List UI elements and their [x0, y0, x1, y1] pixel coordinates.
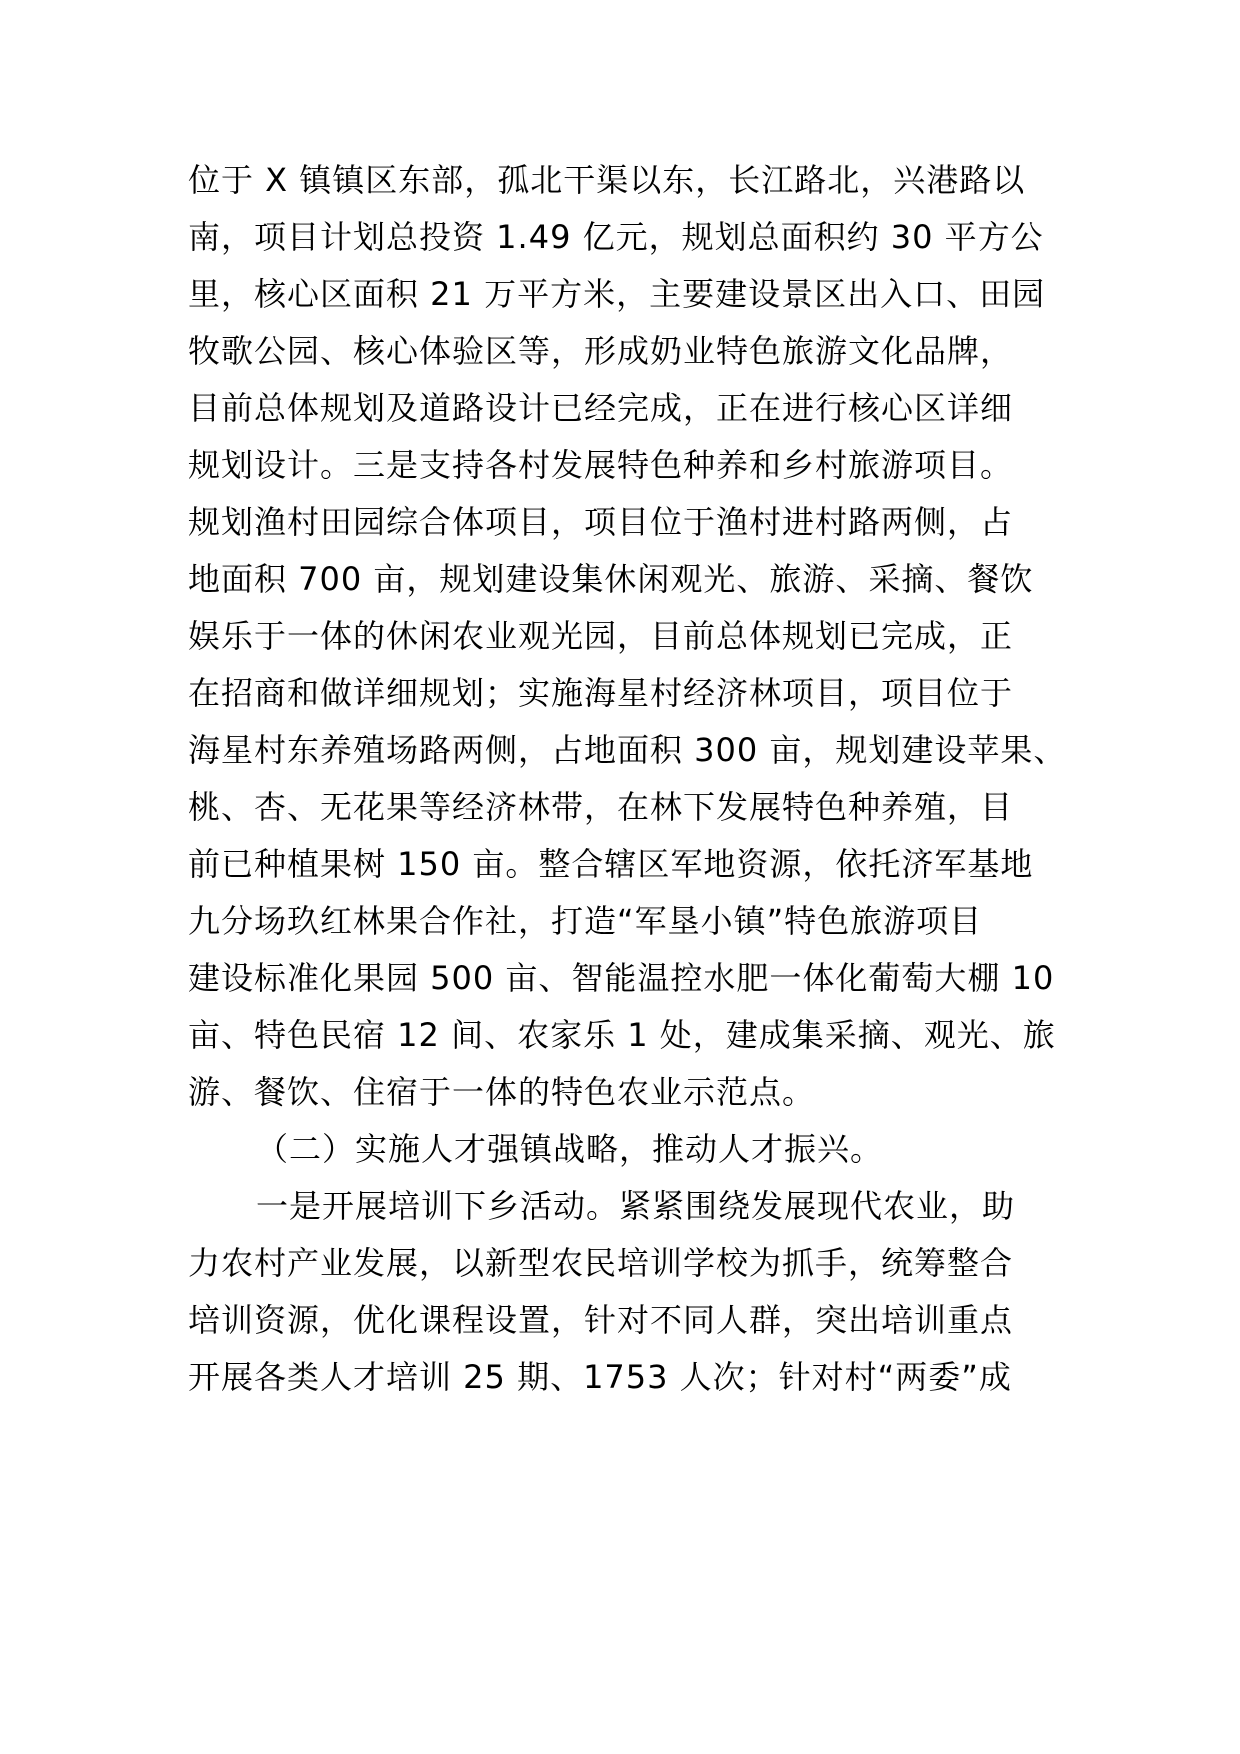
paragraph-line: 规划渔村田园综合体项目，项目位于渔村进村路两侧，占 [188, 503, 1014, 541]
paragraph-line: 九分场玖红林果合作社，打造“军垦小镇”特色旅游项目 [188, 902, 983, 940]
paragraph-line: 桃、杏、无花果等经济林带，在林下发展特色种养殖，目 [188, 788, 1014, 826]
paragraph-line: 地面积 700 亩，规划建设集休闲观光、旅游、采摘、餐饮 [188, 560, 1034, 598]
paragraph-line: 在招商和做详细规划；实施海星村经济林项目，项目位于 [188, 674, 1014, 712]
paragraph-line: 里，核心区面积 21 万平方米，主要建设景区出入口、田园 [188, 275, 1046, 313]
paragraph-line: 目前总体规划及道路设计已经完成，正在进行核心区详细 [188, 389, 1014, 427]
paragraph-line: 一是开展培训下乡活动。紧紧围绕发展现代农业，助 [256, 1187, 1016, 1225]
paragraph-line: 亩、特色民宿 12 间、农家乐 1 处，建成集采摘、观光、旅 [188, 1016, 1056, 1054]
paragraph-line: 开展各类人才培训 25 期、1753 人次；针对村“两委”成 [188, 1358, 1012, 1396]
paragraph-line: 海星村东养殖场路两侧，占地面积 300 亩，规划建设苹果、 [188, 731, 1067, 769]
paragraph-line: 娱乐于一体的休闲农业观光园，目前总体规划已完成，正 [188, 617, 1014, 655]
paragraph-line: 位于 X 镇镇区东部，孤北干渠以东，长江路北，兴港路以 [188, 161, 1026, 199]
paragraph-line: 规划设计。三是支持各村发展特色种养和乡村旅游项目。 [188, 446, 1014, 484]
paragraph-line: 建设标准化果园 500 亩、智能温控水肥一体化葡萄大棚 10 [188, 959, 1055, 997]
paragraph-line: 南，项目计划总投资 1.49 亿元，规划总面积约 30 平方公 [188, 218, 1044, 256]
paragraph-line: 游、餐饮、住宿于一体的特色农业示范点。 [188, 1073, 816, 1111]
section-heading: （二）实施人才强镇战略，推动人才振兴。 [256, 1130, 884, 1168]
paragraph-line: 培训资源，优化课程设置，针对不同人群，突出培训重点 [188, 1301, 1014, 1339]
paragraph-line: 力农村产业发展，以新型农民培训学校为抓手，统筹整合 [188, 1244, 1014, 1282]
paragraph-line: 前已种植果树 150 亩。整合辖区军地资源，依托济军基地 [188, 845, 1034, 883]
paragraph-line: 牧歌公园、核心体验区等，形成奶业特色旅游文化品牌， [188, 332, 1014, 370]
